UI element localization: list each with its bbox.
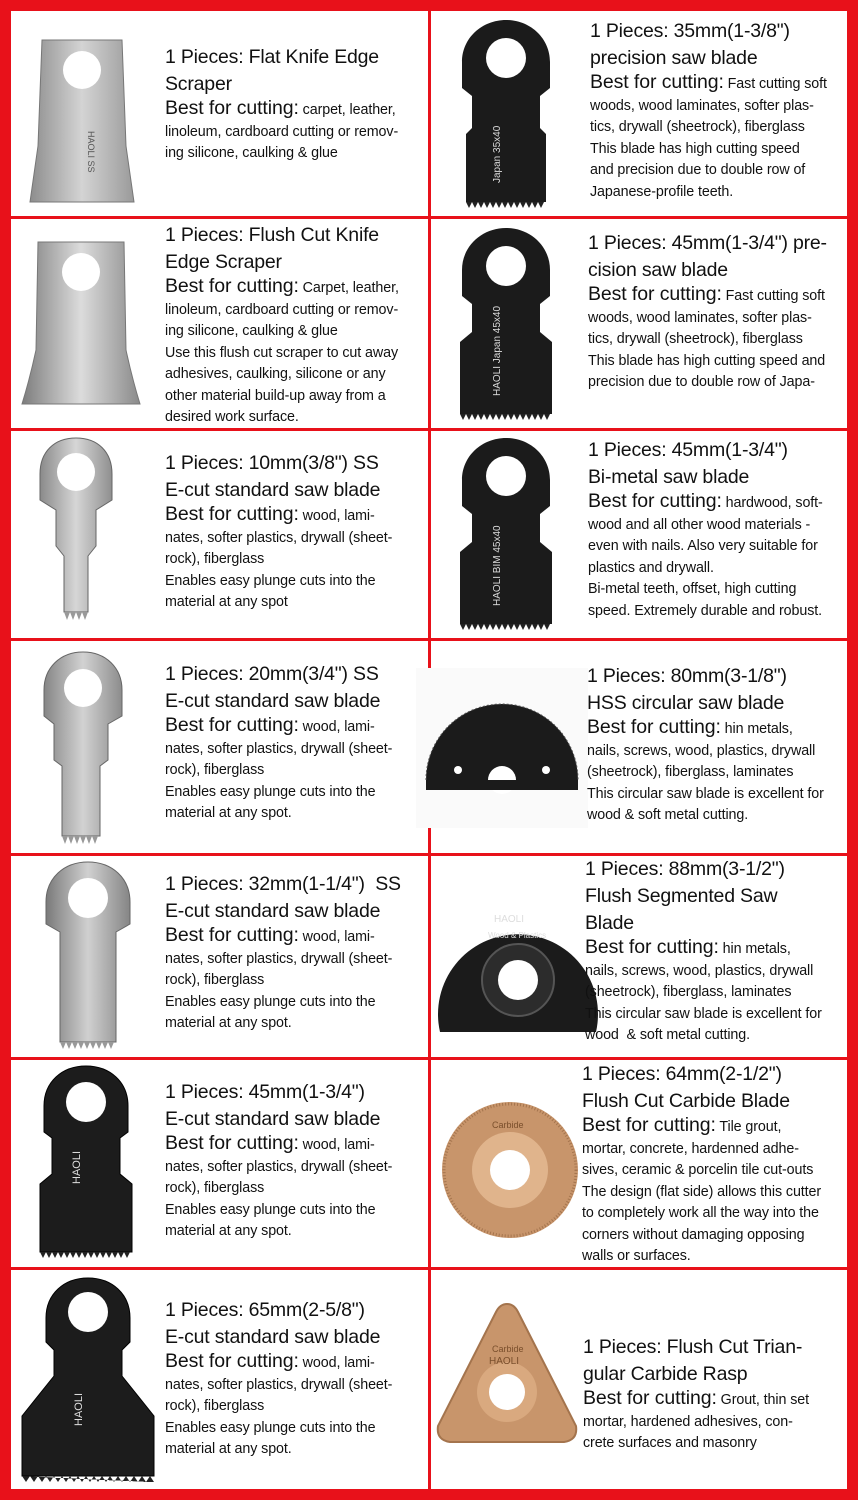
product-title: 1 Pieces: 10mm(3/8") SS E-cut standard saw blade (165, 452, 381, 501)
best-for-cutting-label: Best for cutting: (165, 503, 299, 525)
product-description: The design (flat side) allows this cutter to completely work all the way into the corners without damaging opposing walls or surfaces. (582, 1183, 822, 1264)
best-for-cutting-text: Fast cutting soft woods, wood laminates, softer plas- tics, drywall (sheetrock), fiberglass (588, 288, 825, 347)
right-cell-3-text (588, 437, 848, 622)
right-cell-5-text (585, 856, 847, 1047)
product-description: This circular saw blade is excellent for wood & soft metal cutting. (585, 1005, 822, 1043)
product-description: Enables easy plunge cuts into the material at any spot. (165, 783, 376, 821)
product-title: 1 Pieces: 45mm(1-3/4") Bi-metal saw blade (588, 439, 788, 488)
svg-text:HAOLI: HAOLI (73, 1392, 85, 1426)
best-for-cutting-label: Best for cutting: (585, 936, 719, 958)
best-for-cutting-label: Best for cutting: (165, 714, 299, 736)
best-for-cutting-label: Best for cutting: (165, 1350, 299, 1372)
saw-blade-32mm-icon (44, 860, 132, 1050)
svg-text:HAOLI: HAOLI (71, 1150, 83, 1184)
right-cell-6-text (582, 1061, 848, 1268)
best-for-cutting-text: wood, lami- nates, softer plastics, drywall (sheet- rock), fiberglass (165, 508, 393, 567)
left-cell-4-text (165, 661, 425, 825)
japan-blade-45mm-icon (454, 226, 558, 422)
triangular-rasp-icon (432, 1300, 582, 1450)
best-for-cutting-label: Best for cutting: (165, 97, 299, 119)
saw-blade-65mm-icon (18, 1276, 158, 1484)
product-title: 1 Pieces: 65mm(2-5/8") E-cut standard saw blade (165, 1299, 381, 1348)
right-divider (431, 1057, 847, 1060)
product-title: 1 Pieces: 20mm(3/4") SS E-cut standard saw blade (165, 663, 381, 712)
best-for-cutting-text: Fast cutting soft woods, wood laminates, softer plas- tics, drywall (sheetrock), fiberglass (590, 76, 827, 135)
left-cell-6-text (165, 1079, 425, 1243)
best-for-cutting-text: Carpet, leather, linoleum, cardboard cutting or remov- ing silicone, caulking & glue (165, 280, 399, 339)
left-cell-5-text (165, 871, 425, 1035)
right-divider (431, 216, 847, 219)
best-for-cutting-label: Best for cutting: (590, 71, 724, 93)
best-for-cutting-label: Best for cutting: (588, 490, 722, 512)
flush-scraper-icon (20, 238, 142, 408)
right-divider (431, 428, 847, 431)
product-title: 1 Pieces: Flush Cut Trian- gular Carbide Rasp (583, 1336, 803, 1385)
product-description: This blade has high cutting speed and precision due to double row of Japa- (588, 352, 826, 390)
left-divider (11, 1057, 428, 1060)
left-divider (11, 1267, 428, 1270)
best-for-cutting-text: wood, lami- nates, softer plastics, drywall (sheet- rock), fiberglass (165, 1137, 393, 1196)
svg-text:Carbide: Carbide (492, 1344, 524, 1354)
japan-blade-35mm-icon (456, 18, 556, 210)
svg-text:HAOLI: HAOLI (489, 1356, 520, 1367)
best-for-cutting-label: Best for cutting: (165, 1132, 299, 1154)
svg-text:HAOLI BIM 45x40: HAOLI BIM 45x40 (492, 525, 503, 606)
best-for-cutting-text: carpet, leather, linoleum, cardboard cutting or remov- ing silicone, caulking & glue (165, 102, 399, 161)
product-title: 1 Pieces: 35mm(1-3/8") precision saw blade (590, 20, 790, 69)
saw-blade-10mm-icon (38, 436, 114, 622)
left-divider (11, 638, 428, 641)
best-for-cutting-label: Best for cutting: (165, 275, 299, 297)
best-for-cutting-label: Best for cutting: (588, 283, 722, 305)
flat-scraper-icon (28, 36, 136, 204)
segmented-blade-icon (432, 872, 604, 1048)
best-for-cutting-text: wood, lami- nates, softer plastics, drywall (sheet- rock), fiberglass (165, 719, 393, 778)
bimetal-blade-icon (452, 436, 560, 632)
product-title: 1 Pieces: Flush Cut Knife Edge Scraper (165, 224, 379, 273)
svg-text:HAOLI: HAOLI (494, 914, 525, 925)
product-description: Use this flush cut scraper to cut away adhesives, caulking, silicone or any other material build-up away from a desired work surface. (165, 344, 398, 425)
product-title: 1 Pieces: 88mm(3-1/2") Flush Segmented Saw Blade (585, 858, 785, 934)
product-description: This circular saw blade is excellent for wood & soft metal cutting. (587, 785, 824, 823)
best-for-cutting-text: hin metals, nails, screws, wood, plastics, drywall (sheetrock), fiberglass, laminates (585, 941, 814, 1000)
product-description: Enables easy plunge cuts into the material at any spot. (165, 1201, 376, 1239)
product-title: 1 Pieces: 45mm(1-3/4") E-cut standard saw blade (165, 1081, 381, 1130)
right-cell-7-text (583, 1334, 848, 1455)
carbide-blade-icon (440, 1100, 580, 1240)
saw-blade-20mm-icon (42, 650, 124, 848)
best-for-cutting-text: wood, lami- nates, softer plastics, drywall (sheet- rock), fiberglass (165, 1355, 393, 1414)
product-title: 1 Pieces: Flat Knife Edge Scraper (165, 46, 379, 95)
product-description: Enables easy plunge cuts into the material at any spot. (165, 993, 376, 1031)
right-cell-2-text (588, 230, 848, 394)
right-cell-4-text (587, 663, 849, 827)
product-description: This blade has high cutting speed and precision due to double row of Japanese-profile teeth. (590, 140, 806, 200)
product-description: Bi-metal teeth, offset, high cutting speed. Extremely durable and robust. (588, 581, 823, 619)
left-cell-1-text (165, 44, 425, 165)
product-description: Enables easy plunge cuts into the material at any spot (165, 572, 376, 610)
best-for-cutting-text: hardwood, soft- wood and all other wood materials - even with nails. Also very suitable for plastics and drywall. (588, 495, 823, 576)
hss-circular-blade-icon (416, 668, 588, 828)
product-title: 1 Pieces: 64mm(2-1/2") Flush Cut Carbide Blade (582, 1063, 790, 1112)
left-cell-3-text (165, 450, 425, 614)
product-title: 1 Pieces: 45mm(1-3/4") pre- cision saw blade (588, 232, 827, 281)
svg-text:Wood & Plastics: Wood & Plastics (488, 931, 547, 940)
best-for-cutting-text: hin metals, nails, screws, wood, plastics, drywall (sheetrock), fiberglass, laminates (587, 721, 816, 780)
product-title: 1 Pieces: 80mm(3-1/8") HSS circular saw blade (587, 665, 787, 714)
left-cell-7-text (165, 1297, 425, 1461)
best-for-cutting-label: Best for cutting: (582, 1114, 716, 1136)
svg-text:HAOLI SS: HAOLI SS (86, 131, 96, 173)
saw-blade-45mm-icon (36, 1064, 136, 1260)
left-divider (11, 853, 428, 856)
best-for-cutting-label: Best for cutting: (587, 716, 721, 738)
product-title: 1 Pieces: 32mm(1-1/4") SS E-cut standard saw blade (165, 873, 401, 922)
best-for-cutting-label: Best for cutting: (583, 1387, 717, 1409)
best-for-cutting-text: wood, lami- nates, softer plastics, drywall (sheet- rock), fiberglass (165, 929, 393, 988)
best-for-cutting-label: Best for cutting: (165, 924, 299, 946)
left-divider (11, 216, 428, 219)
svg-text:Carbide: Carbide (492, 1120, 524, 1130)
product-description: Enables easy plunge cuts into the material at any spot. (165, 1419, 376, 1457)
svg-text:HAOLI Japan 45x40: HAOLI Japan 45x40 (492, 305, 503, 396)
best-for-cutting-text: Tile grout, mortar, concrete, hardenned adhe- sives, ceramic & porcelin tile cut-outs (582, 1119, 814, 1178)
svg-text:Japan 35x40: Japan 35x40 (492, 125, 503, 183)
best-for-cutting-text: Grout, thin set mortar, hardened adhesives, con- crete surfaces and masonry (583, 1392, 809, 1451)
right-divider (431, 638, 847, 641)
left-cell-2-text (165, 222, 425, 429)
right-cell-1-text (590, 18, 848, 203)
